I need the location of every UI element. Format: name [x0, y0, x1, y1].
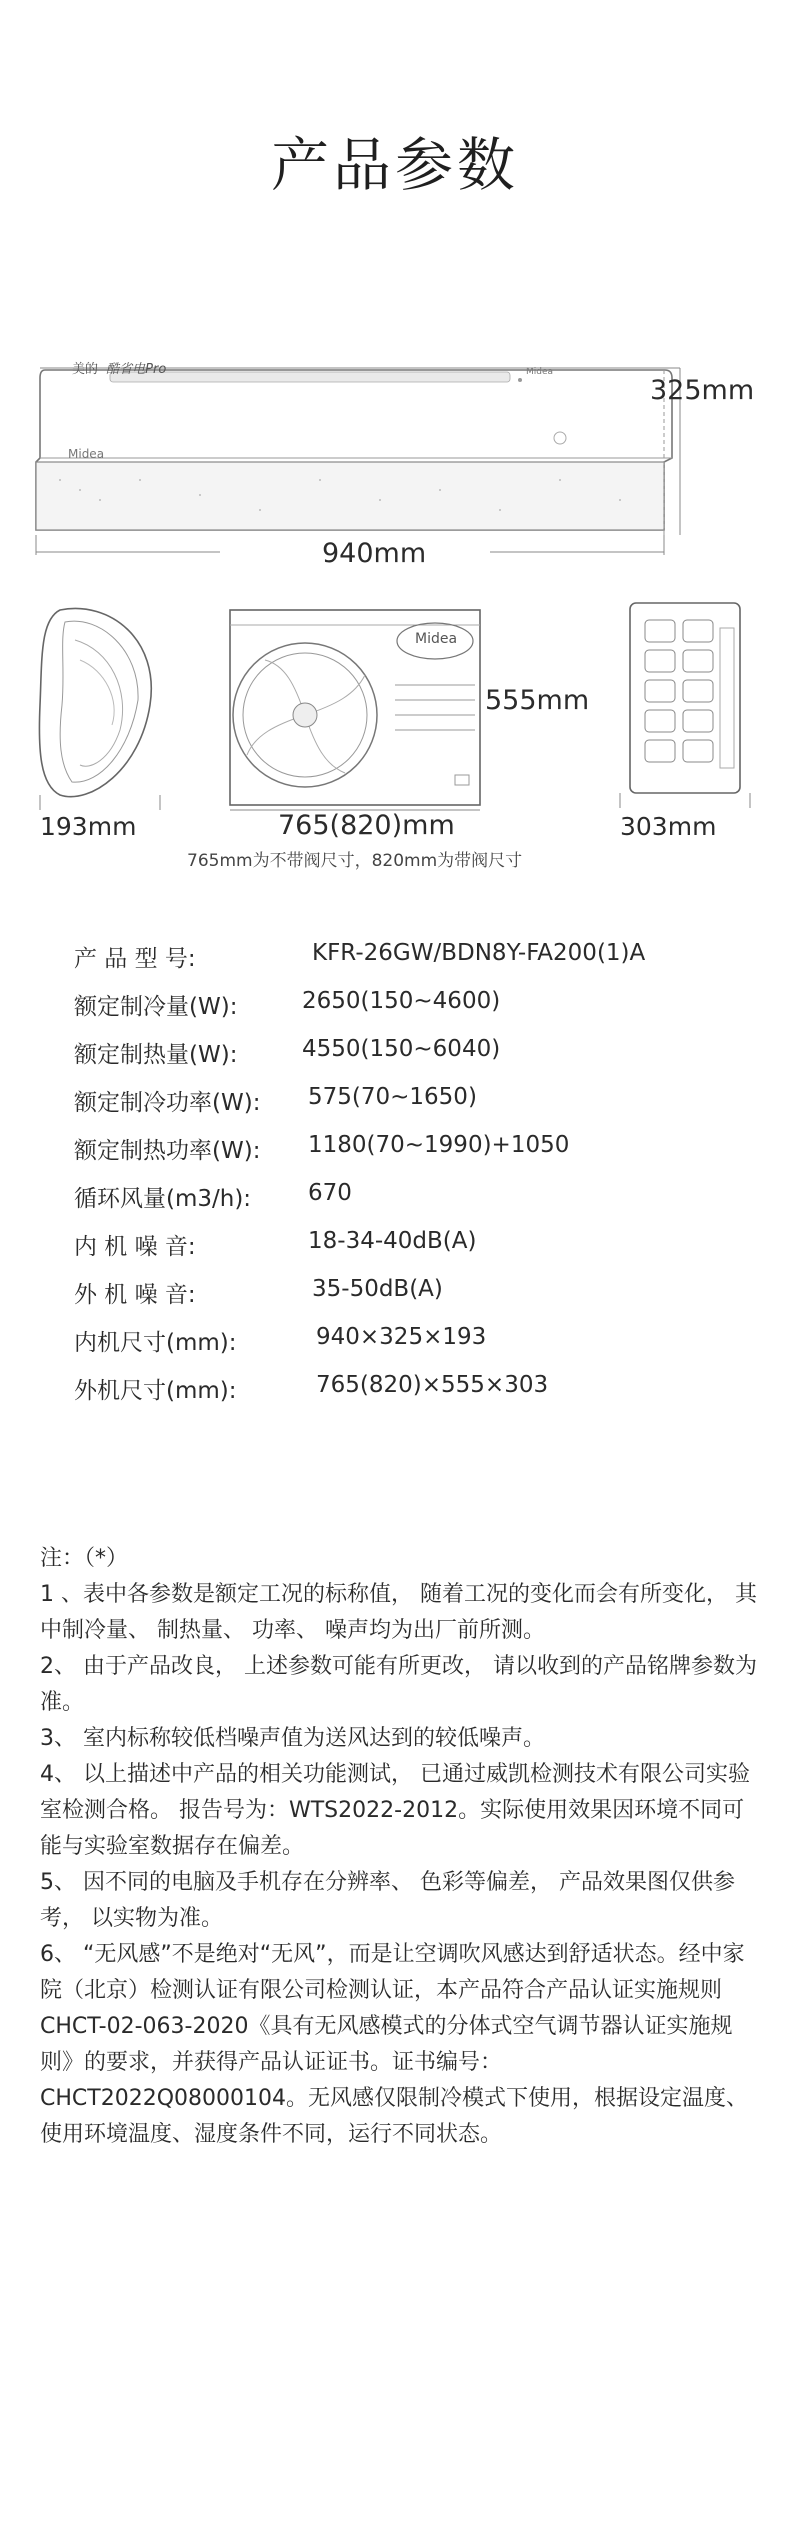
- spec-value: 1180(70~1990)+1050: [308, 1132, 570, 1158]
- outdoor-fan-logo: Midea: [415, 631, 458, 647]
- spec-key: 内 机 噪 音:: [74, 1234, 196, 1260]
- spec-value: 575(70~1650): [308, 1084, 477, 1110]
- brand-logo-small: 美的: [72, 362, 99, 377]
- spec-value: KFR-26GW/BDN8Y-FA200(1)A: [312, 940, 646, 966]
- note-item: 6、 “无风感”不是绝对“无风”，而是让空调吹风感达到舒适状态。经中家院（北京）检测认证有限公司检测认证，本产品符合产品认证实施规则CHCT-02-063-2020《具有无风感模式的分体式空气调节器认证实施规则》的要求，并获得产品认证证书。证书编号：CHCT2022Q08000104。无风感仅限制冷模式下使用，根据设定温度、使用环境温度、湿度条件不同，运行不同状态。: [40, 1942, 748, 2147]
- notes-heading: 注：（*）: [40, 1546, 129, 1571]
- spec-key: 内机尺寸(mm):: [74, 1330, 237, 1356]
- spec-row-outdoor-noise: [74, 1276, 754, 1324]
- note-item: 2、 由于产品改良， 上述参数可能有所更改， 请以收到的产品铭牌参数为准。: [40, 1654, 757, 1715]
- spec-value: 18-34-40dB(A): [308, 1228, 477, 1254]
- spec-key: 循环风量(m3/h):: [74, 1186, 252, 1212]
- outdoor-width-label: 765(820)mm: [278, 810, 455, 841]
- spec-row-indoor-noise: [74, 1228, 754, 1276]
- spec-value: 940×325×193: [316, 1324, 487, 1350]
- spec-value: 670: [308, 1180, 352, 1206]
- outdoor-side-drawing: [20, 600, 170, 810]
- spec-value: 4550(150~6040): [302, 1036, 501, 1062]
- spec-row-cooling-capacity: [74, 988, 754, 1036]
- note-item: 1 、表中各参数是额定工况的标称值， 随着工况的变化而会有所变化， 其中制冷量、 制热量、 功率、 噪声均为出厂前所测。: [40, 1582, 757, 1643]
- outdoor-height-label: 555mm: [485, 685, 590, 716]
- indoor-logo-text: [72, 358, 166, 377]
- note-item: 4、 以上描述中产品的相关功能测试， 已通过威凯检测技术有限公司实验室检测合格。 报告号为：WTS2022-2012。实际使用效果因环境不同可能与实验室数据存在偏差。: [40, 1762, 750, 1859]
- outdoor-depth-drawing: [605, 598, 765, 808]
- spec-key: 额定制热功率(W):: [74, 1138, 261, 1164]
- spec-row-model: [74, 940, 754, 988]
- spec-key: 额定制冷量(W):: [74, 994, 238, 1020]
- indoor-top-logo: Midea: [526, 367, 554, 377]
- note-item: 5、 因不同的电脑及手机存在分辨率、 色彩等偏差， 产品效果图仅供参考， 以实物为准。: [40, 1870, 735, 1931]
- spec-value: 35-50dB(A): [312, 1276, 443, 1302]
- spec-key: 外机尺寸(mm):: [74, 1378, 237, 1404]
- spec-key: 额定制热量(W):: [74, 1042, 238, 1068]
- spec-row-indoor-size: [74, 1324, 754, 1372]
- spec-key: 额定制冷功率(W):: [74, 1090, 261, 1116]
- spec-key: 产 品 型 号:: [74, 946, 196, 972]
- spec-row-heating-capacity: [74, 1036, 754, 1084]
- spec-key: 外 机 噪 音:: [74, 1282, 196, 1308]
- outdoor-size-note: 765mm为不带阀尺寸，820mm为带阀尺寸: [187, 851, 523, 871]
- note-item: 3、 室内标称较低档噪声值为送风达到的较低噪声。: [40, 1726, 545, 1751]
- indoor-height-label: 325mm: [650, 375, 755, 406]
- brand-series: 酷省电Pro: [106, 362, 167, 377]
- notes-section: [40, 1541, 760, 2153]
- spec-row-heating-power: [74, 1132, 754, 1180]
- outdoor-side-width-label: 193mm: [40, 812, 137, 841]
- spec-table: [74, 940, 754, 1420]
- spec-value: 765(820)×555×303: [316, 1372, 549, 1398]
- spec-value: 2650(150~4600): [302, 988, 501, 1014]
- page-title: 产品参数: [270, 131, 519, 199]
- outdoor-depth-label: 303mm: [620, 812, 717, 841]
- indoor-bottom-logo: Midea: [68, 447, 105, 461]
- spec-row-cooling-power: [74, 1084, 754, 1132]
- spec-row-airflow: [74, 1180, 754, 1228]
- indoor-width-label: 940mm: [322, 538, 427, 569]
- spec-row-outdoor-size: [74, 1372, 754, 1420]
